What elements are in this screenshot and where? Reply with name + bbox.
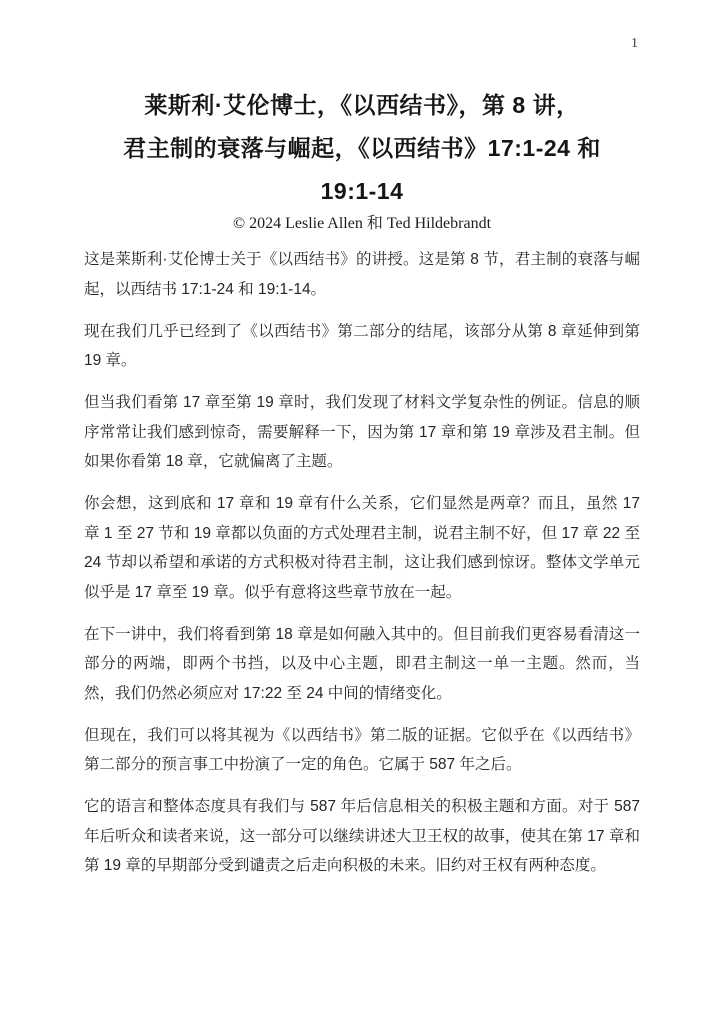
- document-title: [84, 84, 640, 213]
- paragraph-7: 它的语言和整体态度具有我们与 587 年后信息相关的积极主题和方面。对于 587 年后听众和读者来说，这一部分可以继续讲述大卫王权的故事，使其在第 17 章和第 19 章的早期部分受到谴责之后走向积极的未来。旧约对王权有两种态度。: [84, 798, 640, 874]
- title-line-1: 莱斯利·艾伦博士，《以西结书》，第 8 讲，: [144, 92, 580, 118]
- copyright-line: © 2024 Leslie Allen 和 Ted Hildebrandt: [232, 215, 492, 232]
- title-line-2: 君主制的衰落与崛起，《以西结书》17:1-24 和: [123, 135, 601, 161]
- document-content: [84, 84, 640, 893]
- paragraph-4: 你会想，这到底和 17 章和 19 章有什么关系，它们显然是两章？而且，虽然 17 章 1 至 27 节和 19 章都以负面的方式处理君主制，说君主制不好，但 17 章 22 至 24 节却以希望和承诺的方式积极对待君主制，这让我们感到惊讶。整体文学单元似乎是 17 章至 19 章。似乎有意将这些章节放在一起。: [84, 495, 640, 601]
- title-line-3: 19:1-14: [320, 178, 404, 204]
- paragraph-3: 但当我们看第 17 章至第 19 章时，我们发现了材料文学复杂性的例证。信息的顺序常常让我们感到惊奇，需要解释一下，因为第 17 章和第 19 章涉及君主制。但如果你看第 18 章，它就偏离了主题。: [84, 394, 640, 470]
- body-text: [84, 245, 640, 881]
- paragraph-2: 现在我们几乎已经到了《以西结书》第二部分的结尾，该部分从第 8 章延伸到第 19 章。: [84, 322, 640, 369]
- paragraph-5: 在下一讲中，我们将看到第 18 章是如何融入其中的。但目前我们更容易看清这一部分的两端，即两个书挡，以及中心主题，即君主制这一单一主题。然而，当然，我们仍然必须应对 17:22 至 24 中间的情绪变化。: [84, 625, 640, 702]
- paragraph-6: 但现在，我们可以将其视为《以西结书》第二版的证据。它似乎在《以西结书》第二部分的预言事工中扮演了一定的角色。它属于 587 年之后。: [84, 726, 640, 773]
- paragraph-1: 这是莱斯利·艾伦博士关于《以西结书》的讲授。这是第 8 节，君主制的衰落与崛起，以西结书 17:1-24 和 19:1-14。: [84, 251, 640, 298]
- page-number: 1: [631, 36, 638, 51]
